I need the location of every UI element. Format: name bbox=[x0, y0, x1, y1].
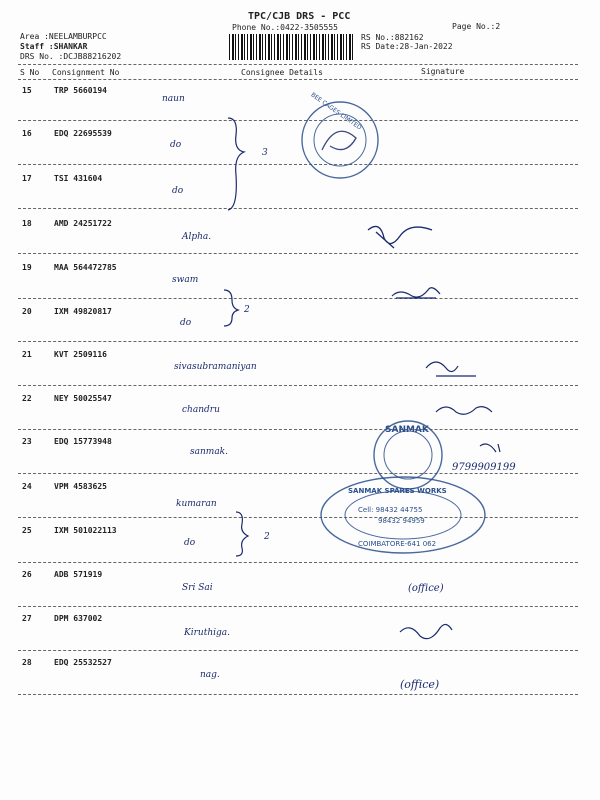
row-sno: 26 bbox=[22, 570, 32, 579]
rs-number: RS No.:882162 bbox=[361, 33, 424, 42]
row-sno: 21 bbox=[22, 350, 32, 359]
signature-mark bbox=[426, 362, 476, 376]
handwritten-phone: 9799909199 bbox=[452, 462, 516, 473]
row-sno: 16 bbox=[22, 129, 32, 138]
signature-office: (office) bbox=[408, 583, 444, 594]
bracket-mark bbox=[236, 512, 248, 556]
row-consignment: TSI 431604 bbox=[54, 174, 103, 183]
rs-date: RS Date:28-Jan-2022 bbox=[361, 42, 453, 51]
row-consignment: DPM 637002 bbox=[54, 614, 103, 623]
signature-mark bbox=[480, 444, 500, 452]
stamp-3-cell2: 98432 94959 bbox=[378, 517, 425, 525]
row-consignee: Sri Sai bbox=[182, 583, 213, 593]
row-consignment: EDQ 22695539 bbox=[54, 129, 112, 138]
signature-office: (office) bbox=[400, 678, 440, 691]
signature-mark bbox=[392, 288, 440, 298]
row-consignee: do bbox=[172, 186, 184, 196]
area-label: Area :NEELAMBURPCC bbox=[20, 32, 107, 41]
row-consignment: ADB 571919 bbox=[54, 570, 103, 579]
row-consignment: EDQ 25532527 bbox=[54, 658, 112, 667]
bracket-count: 2 bbox=[244, 305, 250, 315]
row-consignment: EDQ 15773948 bbox=[54, 437, 112, 446]
row-consignee: kumaran bbox=[176, 499, 217, 509]
col-sno: S No bbox=[20, 68, 40, 77]
stamp-3-name: SANMAK SPARES WORKS bbox=[348, 487, 447, 495]
row-consignee: Kiruthiga. bbox=[184, 628, 230, 638]
phone-number: Phone No.:0422-3505555 bbox=[232, 23, 338, 32]
row-sno: 20 bbox=[22, 307, 32, 316]
signature-mark bbox=[400, 624, 452, 638]
row-sno: 22 bbox=[22, 394, 32, 403]
stamp-3-city: COIMBATORE-641 062 bbox=[358, 540, 437, 548]
staff-label: Staff :SHANKAR bbox=[20, 42, 88, 51]
bracket-mark bbox=[228, 118, 244, 210]
row-sno: 17 bbox=[22, 174, 32, 183]
row-consignment: MAA 564472785 bbox=[54, 263, 117, 272]
row-consignment: KVT 2509116 bbox=[54, 350, 107, 359]
row-consignment: IXM 501022113 bbox=[54, 526, 117, 535]
signature-mark bbox=[368, 226, 432, 248]
row-sno: 25 bbox=[22, 526, 32, 535]
row-sno: 19 bbox=[22, 263, 32, 272]
row-sno: 28 bbox=[22, 658, 32, 667]
bracket-count: 2 bbox=[264, 532, 270, 542]
col-consignee: Consignee Details bbox=[241, 68, 323, 77]
bracket-count: 3 bbox=[262, 148, 268, 158]
drs-number: DRS No. :DCJB88216202 bbox=[20, 52, 122, 61]
stamp-3-cell: Cell: 98432 44755 bbox=[358, 506, 423, 514]
row-consignee: chandru bbox=[182, 405, 220, 415]
signature-mark bbox=[436, 407, 492, 415]
row-consignee: sanmak. bbox=[190, 447, 228, 457]
row-sno: 18 bbox=[22, 219, 32, 228]
row-consignment: VPM 4583625 bbox=[54, 482, 107, 491]
row-consignee: sivasubramaniyan bbox=[174, 362, 257, 372]
stamp-1-text: BEE CAGES LIMITED bbox=[309, 91, 363, 132]
col-signature: Signature bbox=[421, 67, 465, 76]
row-consignment: AMD 24251722 bbox=[54, 219, 112, 228]
row-consignee: Alpha. bbox=[182, 232, 212, 242]
row-consignee: naun bbox=[162, 94, 185, 104]
row-sno: 15 bbox=[22, 86, 32, 95]
row-consignee: nag. bbox=[200, 670, 220, 680]
col-consignment: Consignment No bbox=[52, 68, 120, 77]
bracket-mark bbox=[224, 290, 238, 326]
row-consignee: do bbox=[180, 318, 192, 328]
row-consignment: IXM 49820817 bbox=[54, 307, 112, 316]
row-consignment: TRP 5660194 bbox=[54, 86, 107, 95]
document-title: TPC/CJB DRS - PCC bbox=[248, 11, 351, 22]
row-consignee: do bbox=[184, 538, 196, 548]
page-number: Page No.:2 bbox=[452, 22, 501, 31]
row-consignee: do bbox=[170, 140, 182, 150]
row-sno: 23 bbox=[22, 437, 32, 446]
row-consignment: NEY 50025547 bbox=[54, 394, 112, 403]
stamp-2-text: SANMAK bbox=[385, 425, 429, 435]
row-sno: 24 bbox=[22, 482, 32, 491]
row-sno: 27 bbox=[22, 614, 32, 623]
row-consignee: swam bbox=[172, 275, 199, 285]
